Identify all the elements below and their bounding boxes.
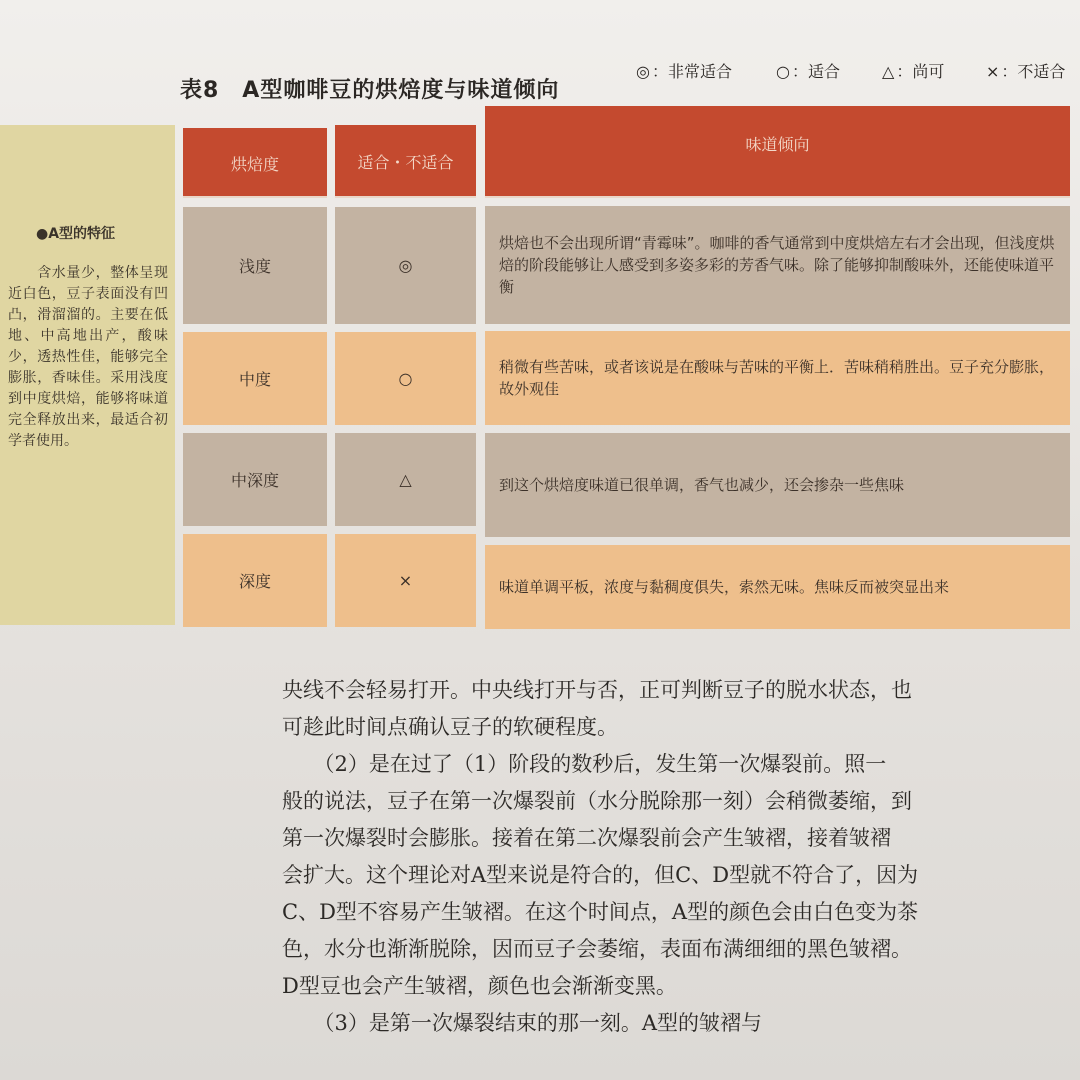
sidebar-title: ●A型的特征	[36, 226, 116, 242]
row-dark-roast: 深度	[183, 534, 327, 627]
text-line: 会扩大。这个理论对A型来说是符合的，但C、D型就不符合了，因为	[282, 863, 919, 887]
legend-very-suitable: ◎ ：非常适合	[636, 62, 732, 81]
taste-light-roast: 烘焙也不会出现所谓“青霉味”。咖啡的香气通常到中度烘焙左右才会出现，但浅度烘焙的阶段能够让人感受到多姿多彩的芳香气味。除了能够抑制酸味外，还能使味道平衡	[485, 206, 1070, 324]
legend	[636, 55, 1076, 85]
text-line: （2）是在过了（1）阶段的数秒后，发生第一次爆裂前。照一	[282, 752, 887, 776]
text-line: （3）是第一次爆裂结束的那一刻。A型的皱褶与	[282, 1011, 763, 1035]
rating-double-circle-icon: ◎	[335, 207, 476, 324]
text-line: 央线不会轻易打开。中央线打开与否，正可判断豆子的脱水状态，也	[282, 678, 912, 702]
legend-acceptable: △ ：尚可	[882, 62, 945, 81]
text-line: 第一次爆裂时会膨胀。接着在第二次爆裂前会产生皱褶，接着皱褶	[282, 826, 891, 850]
double-circle-icon: ◎	[636, 62, 650, 81]
circle-icon: ○	[776, 62, 790, 81]
sidebar-body: 含水量少，整体呈现近白色，豆子表面没有凹凸，滑溜溜的。主要在低地、中高地出产，酸味少，透热性佳，能够完全膨胀，香味佳。采用浅度到中度烘焙，能够将味道完全释放出来，最适合初学者使用。	[8, 265, 168, 449]
rating-circle-icon: ○	[335, 332, 476, 425]
taste-medium-roast: 稍微有些苦味，或者该说是在酸味与苦味的平衡上．苦味稍稍胜出。豆子充分膨胀，故外观佳	[485, 331, 1070, 425]
text-line: 色，水分也渐渐脱除，因而豆子会萎缩，表面布满细细的黑色皱褶。	[282, 937, 912, 961]
rating-cross-icon: ×	[335, 534, 476, 627]
body-paragraphs	[282, 672, 1078, 1042]
text-line: D型豆也会产生皱褶，颜色也会渐渐变黑。	[282, 974, 677, 998]
legend-suitable: ○ ：适合	[776, 62, 840, 81]
row-medium-dark-roast: 中深度	[183, 433, 327, 526]
type-a-sidebar	[0, 125, 175, 625]
rating-triangle-icon: △	[335, 433, 476, 526]
text-line: 可趁此时间点确认豆子的软硬程度。	[282, 715, 618, 739]
header-suitability: 适合・不适合	[335, 125, 476, 198]
row-medium-roast: 中度	[183, 332, 327, 425]
text-line: C、D型不容易产生皱褶。在这个时间点，A型的颜色会由白色变为茶	[282, 900, 919, 924]
row-light-roast: 浅度	[183, 207, 327, 324]
header-taste: 味道倾向	[485, 106, 1070, 198]
taste-medium-dark-roast: 到这个烘焙度味道已很单调，香气也减少，还会掺杂一些焦味	[485, 433, 1070, 537]
text-line: 般的说法，豆子在第一次爆裂前（水分脱除那一刻）会稍微萎缩，到	[282, 789, 912, 813]
triangle-icon: △	[882, 62, 895, 81]
table-title: 表8 A型咖啡豆的烘焙度与味道倾向	[180, 78, 560, 103]
legend-unsuitable: × ：不适合	[986, 62, 1066, 81]
taste-dark-roast: 味道单调平板，浓度与黏稠度俱失，索然无味。焦味反而被突显出来	[485, 545, 1070, 629]
cross-icon: ×	[986, 62, 1000, 81]
header-roast-level: 烘焙度	[183, 128, 327, 198]
